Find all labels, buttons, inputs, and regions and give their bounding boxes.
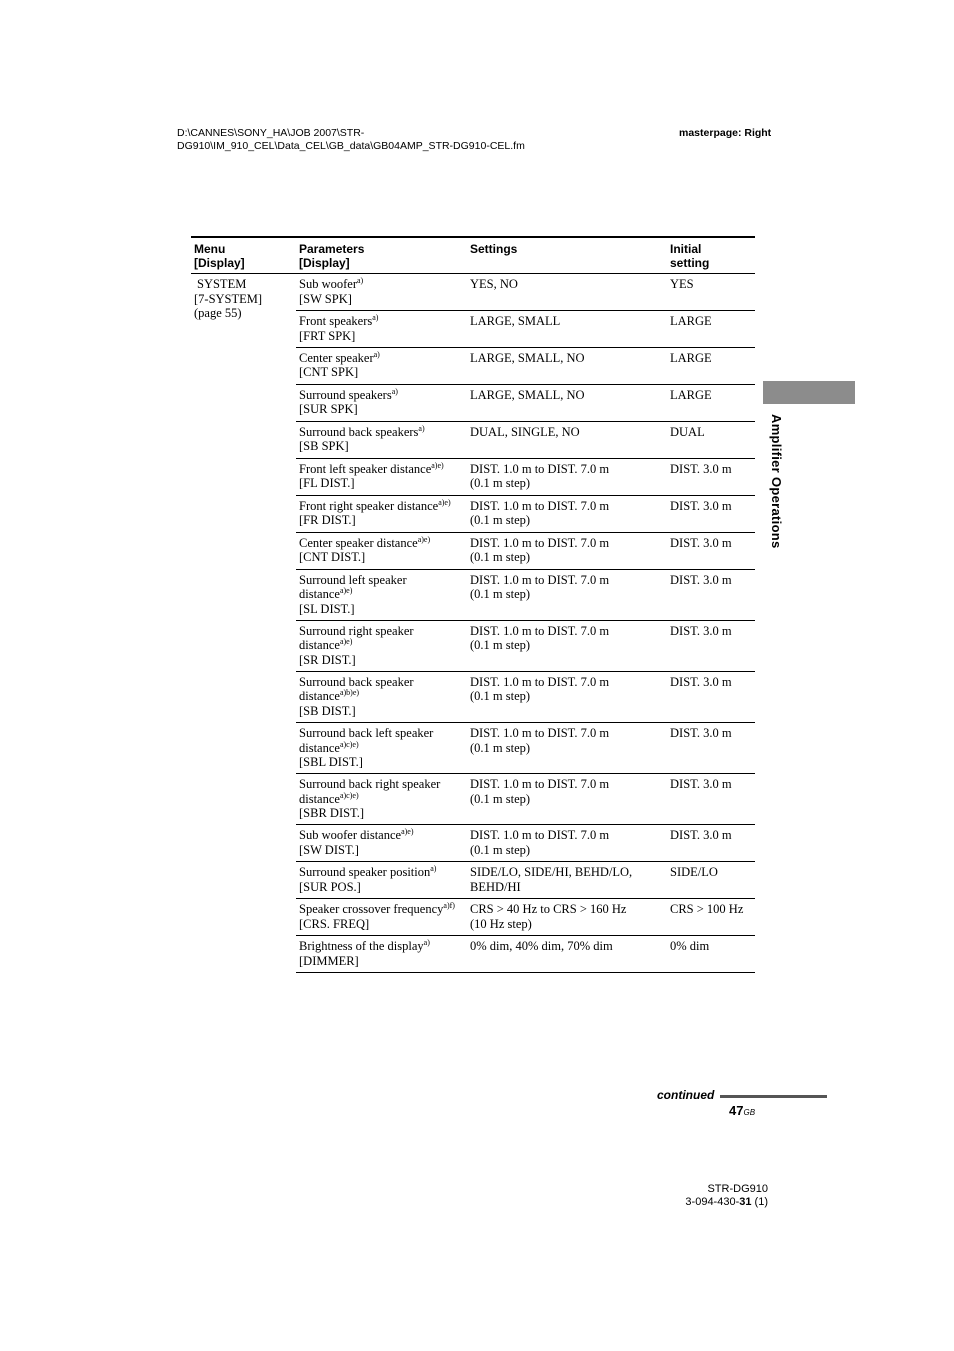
settings-cell: DIST. 1.0 m to DIST. 7.0 m (0.1 m step) xyxy=(467,723,667,774)
page-suffix: GB xyxy=(743,1108,756,1117)
parameter-cell: Surround back speaker distance$^{a)b)e)}$ [SB DIST.] xyxy=(296,671,467,723)
settings-cell: DIST. 1.0 m to DIST. 7.0 m (0.1 m step) xyxy=(467,532,667,569)
settings-cell: LARGE, SMALL, NO xyxy=(467,384,667,421)
initial-setting-cell: DUAL xyxy=(667,421,755,458)
header-settings: Settings xyxy=(467,237,667,274)
parameter-cell: Surround speakers$^{a)}$ [SUR SPK] xyxy=(296,384,467,421)
settings-cell: LARGE, SMALL xyxy=(467,311,667,348)
page-number: 47GB xyxy=(729,1103,756,1118)
table-row xyxy=(191,274,755,311)
section-label: Amplifier Operations xyxy=(769,414,784,549)
initial-setting-cell: SIDE/LO xyxy=(667,862,755,899)
settings-cell: 0% dim, 40% dim, 70% dim xyxy=(467,936,667,973)
parameter-cell: Front right speaker distance$^{a)e)}$ [FR DIST.] xyxy=(296,495,467,532)
parameter-cell: Surround right speaker distance$^{a)e)}$ [SR DIST.] xyxy=(296,620,467,671)
initial-setting-cell: CRS > 100 Hz xyxy=(667,899,755,936)
parameter-cell: Center speaker$^{a)}$ [CNT SPK] xyxy=(296,347,467,384)
settings-cell: DUAL, SINGLE, NO xyxy=(467,421,667,458)
initial-setting-cell: DIST. 3.0 m xyxy=(667,825,755,862)
parameter-cell: Sub woofer$^{a)}$ [SW SPK] xyxy=(296,274,467,311)
parameter-cell: Brightness of the display$^{a)}$ [DIMMER] xyxy=(296,936,467,973)
model-number: STR-DG910 xyxy=(707,1183,768,1195)
parameter-cell: Surround left speaker distance$^{a)e)}$ [SL DIST.] xyxy=(296,569,467,620)
settings-cell: DIST. 1.0 m to DIST. 7.0 m (0.1 m step) xyxy=(467,458,667,495)
initial-setting-cell: YES xyxy=(667,274,755,311)
settings-cell: DIST. 1.0 m to DIST. 7.0 m (0.1 m step) xyxy=(467,495,667,532)
part-number: 3-094-430-31 (1) xyxy=(685,1196,768,1208)
initial-setting-cell: DIST. 3.0 m xyxy=(667,723,755,774)
initial-setting-cell: DIST. 3.0 m xyxy=(667,671,755,723)
initial-setting-cell: DIST. 3.0 m xyxy=(667,458,755,495)
parameter-cell: Sub woofer distance$^{a)e)}$ [SW DIST.] xyxy=(296,825,467,862)
parameter-cell: Surround speaker position$^{a)}$ [SUR POS.] xyxy=(296,862,467,899)
initial-setting-cell: DIST. 3.0 m xyxy=(667,569,755,620)
initial-setting-cell: LARGE xyxy=(667,384,755,421)
file-path-line-1: D:\CANNES\SONY_HA\JOB 2007\STR- xyxy=(177,127,365,139)
settings-cell: DIST. 1.0 m to DIST. 7.0 m (0.1 m step) xyxy=(467,620,667,671)
file-path-header xyxy=(177,127,525,153)
initial-setting-cell: LARGE xyxy=(667,311,755,348)
settings-cell: SIDE/LO, SIDE/HI, BEHD/LO, BEHD/HI xyxy=(467,862,667,899)
continued-label: continued xyxy=(657,1088,715,1102)
initial-setting-cell: LARGE xyxy=(667,347,755,384)
parameter-cell: Surround back left speaker distance$^{a)c)e)}$ [SBL DIST.] xyxy=(296,723,467,774)
parameter-cell: Speaker crossover frequency$^{a)f)}$ [CRS. FREQ] xyxy=(296,899,467,936)
continued-rule xyxy=(720,1095,827,1098)
header-initial-setting: Initial setting xyxy=(667,237,755,274)
header-parameters: Parameters [Display] xyxy=(296,237,467,274)
initial-setting-cell: DIST. 3.0 m xyxy=(667,532,755,569)
settings-cell: CRS > 40 Hz to CRS > 160 Hz (10 Hz step) xyxy=(467,899,667,936)
settings-cell: DIST. 1.0 m to DIST. 7.0 m (0.1 m step) xyxy=(467,671,667,723)
settings-cell: DIST. 1.0 m to DIST. 7.0 m (0.1 m step) xyxy=(467,774,667,825)
parameter-cell: Front speakers$^{a)}$ [FRT SPK] xyxy=(296,311,467,348)
header-menu: Menu [Display] xyxy=(191,237,296,274)
settings-cell: DIST. 1.0 m to DIST. 7.0 m (0.1 m step) xyxy=(467,569,667,620)
parameter-cell: Center speaker distance$^{a)e)}$ [CNT DIST.] xyxy=(296,532,467,569)
settings-cell: LARGE, SMALL, NO xyxy=(467,347,667,384)
parameter-cell: Surround back speakers$^{a)}$ [SB SPK] xyxy=(296,421,467,458)
initial-setting-cell: 0% dim xyxy=(667,936,755,973)
masterpage-label: masterpage: Right xyxy=(679,127,772,139)
settings-cell: DIST. 1.0 m to DIST. 7.0 m (0.1 m step) xyxy=(467,825,667,862)
menu-cell: SYSTEM [7-SYSTEM] (page 55) xyxy=(194,277,263,320)
initial-setting-cell: DIST. 3.0 m xyxy=(667,495,755,532)
footer-model-info xyxy=(682,1183,768,1209)
file-path-line-2: DG910\IM_910_CEL\Data_CEL\GB_data\GB04AMP_STR-DG910-CEL.fm xyxy=(177,140,525,152)
initial-setting-cell: DIST. 3.0 m xyxy=(667,774,755,825)
settings-table xyxy=(191,236,755,973)
table-header-row xyxy=(191,237,755,274)
parameter-cell: Front left speaker distance$^{a)e)}$ [FL DIST.] xyxy=(296,458,467,495)
settings-cell: YES, NO xyxy=(467,274,667,311)
parameter-cell: Surround back right speaker distance$^{a)c)e)}$ [SBR DIST.] xyxy=(296,774,467,825)
initial-setting-cell: DIST. 3.0 m xyxy=(667,620,755,671)
section-tab xyxy=(763,381,855,404)
